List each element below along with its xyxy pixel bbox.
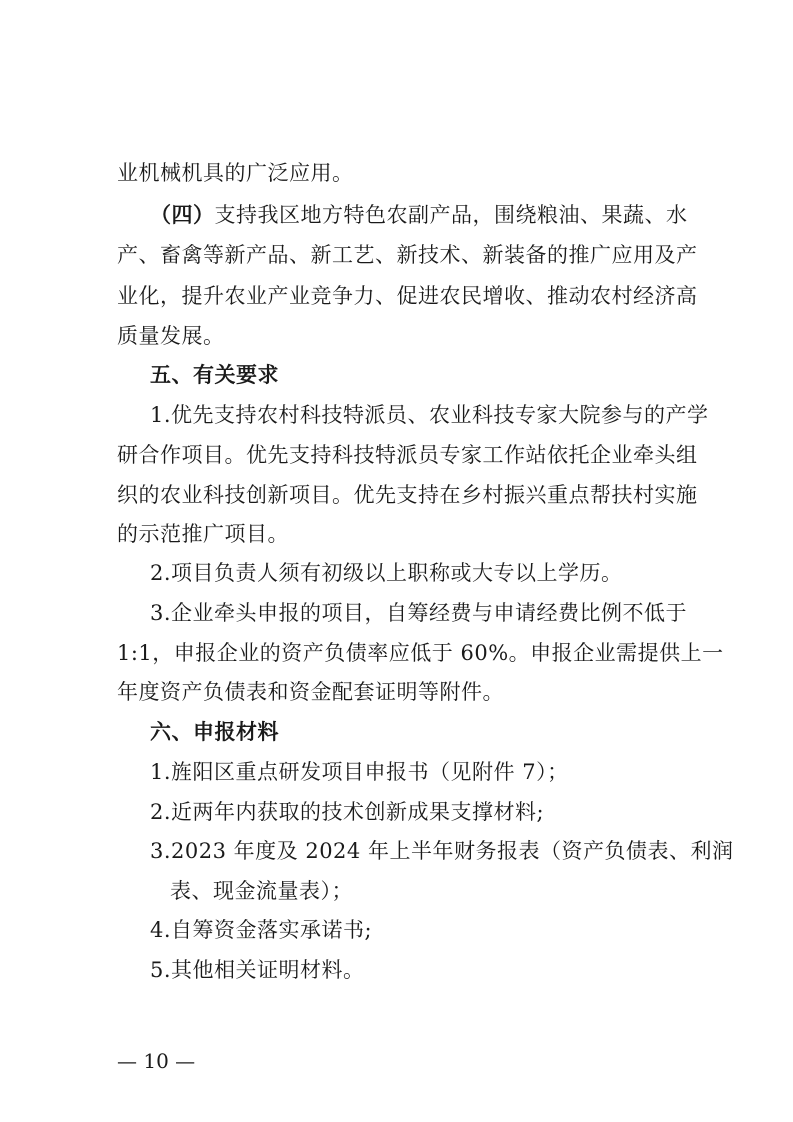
list-item: 1.旌阳区重点研发项目申报书（见附件 7）；: [150, 760, 569, 784]
list-item: 3.2023 年度及 2024 年上半年财务报表（资产负债表、利润: [150, 839, 734, 863]
body-line: 年度资产负债表和资金配套证明等附件。: [117, 680, 504, 704]
page-number: — 10 —: [117, 1049, 196, 1073]
section-number: （四）: [150, 202, 215, 227]
body-line: 织的农业科技创新项目。优先支持在乡村振兴重点帮扶村实施: [117, 483, 698, 507]
body-line: 质量发展。: [117, 324, 225, 348]
body-line: 1:1，申报企业的资产负债率应低于 60%。申报企业需提供上一: [117, 641, 724, 665]
list-item: 5.其他相关证明材料。: [150, 958, 365, 982]
body-line: 业机械机具的广泛应用。: [117, 161, 354, 185]
body-line: 研合作项目。优先支持科技特派员专家工作站依托企业牵头组: [117, 443, 698, 467]
list-item: 1.优先支持农村科技特派员、农业科技专家大院参与的产学: [150, 403, 709, 427]
body-line: 产、畜禽等新产品、新工艺、新技术、新装备的推广应用及产: [117, 243, 698, 267]
paragraph-line: [150, 200, 688, 230]
list-item: 3.企业牵头申报的项目，自筹经费与申请经费比例不低于: [150, 601, 688, 625]
list-item-continuation: 表、现金流量表）；: [170, 879, 353, 903]
paragraph-text: 支持我区地方特色农副产品，围绕粮油、果蔬、水: [214, 203, 688, 227]
list-item: 2.项目负责人须有初级以上职称或大专以上学历。: [150, 561, 623, 585]
section-heading: 五、有关要求: [150, 362, 279, 387]
list-item: 4.自筹资金落实承诺书;: [150, 918, 373, 942]
body-line: 的示范推广项目。: [117, 522, 289, 546]
list-item: 2.近两年内获取的技术创新成果支撑材料;: [150, 800, 545, 824]
section-heading: 六、申报材料: [150, 719, 279, 744]
body-line: 业化，提升农业产业竞争力、促进农民增收、推动农村经济高: [117, 284, 698, 308]
